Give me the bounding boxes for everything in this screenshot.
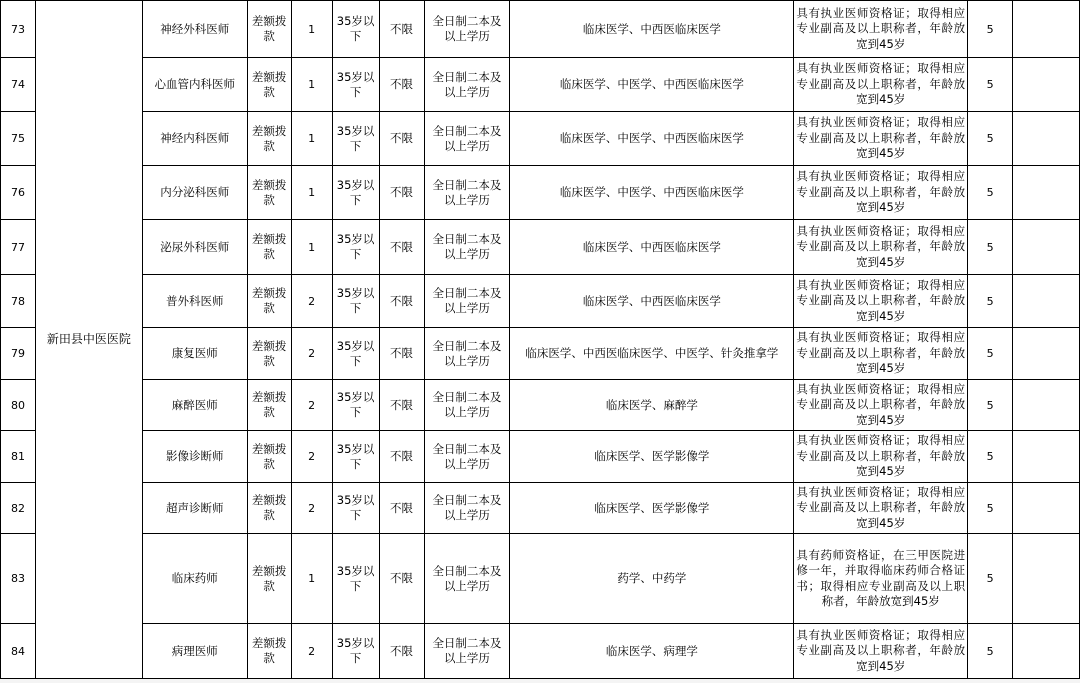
funding-type: 差额拨款 <box>247 112 291 166</box>
remark <box>1013 328 1080 380</box>
table-row <box>1 624 1080 679</box>
row-number: 82 <box>1 483 36 534</box>
position-name: 内分泌科医师 <box>142 166 247 220</box>
position-name: 神经外科医师 <box>142 1 247 58</box>
remark <box>1013 1 1080 58</box>
headcount: 1 <box>291 220 332 275</box>
row-number: 75 <box>1 112 36 166</box>
headcount: 1 <box>291 58 332 112</box>
gender-limit: 不限 <box>379 1 424 58</box>
exam-ratio: 5 <box>968 328 1013 380</box>
funding-type: 差额拨款 <box>247 380 291 431</box>
other-requirement: 具有执业医师资格证；取得相应专业副高及以上职称者，年龄放宽到45岁 <box>794 624 968 679</box>
position-name: 病理医师 <box>142 624 247 679</box>
education-requirement: 全日制二本及以上学历 <box>424 275 510 328</box>
headcount: 1 <box>291 166 332 220</box>
table-row <box>1 483 1080 534</box>
position-name: 麻醉医师 <box>142 380 247 431</box>
row-number: 84 <box>1 624 36 679</box>
age-limit: 35岁以下 <box>332 431 379 483</box>
other-requirement: 具有执业医师资格证；取得相应专业副高及以上职称者，年龄放宽到45岁 <box>794 1 968 58</box>
major-requirement: 药学、中药学 <box>510 534 794 624</box>
headcount: 2 <box>291 380 332 431</box>
position-name: 临床药师 <box>142 534 247 624</box>
funding-type: 差额拨款 <box>247 534 291 624</box>
funding-type: 差额拨款 <box>247 220 291 275</box>
remark <box>1013 431 1080 483</box>
table-row <box>1 166 1080 220</box>
exam-ratio: 5 <box>968 112 1013 166</box>
headcount: 2 <box>291 483 332 534</box>
major-requirement: 临床医学、中医学、中西医临床医学 <box>510 166 794 220</box>
education-requirement: 全日制二本及以上学历 <box>424 1 510 58</box>
other-requirement: 具有药师资格证，在三甲医院进修一年，并取得临床药师合格证书；取得相应专业副高及以上职称者，年龄放宽到45岁 <box>794 534 968 624</box>
education-requirement: 全日制二本及以上学历 <box>424 328 510 380</box>
education-requirement: 全日制二本及以上学历 <box>424 483 510 534</box>
table-row <box>1 220 1080 275</box>
position-name: 心血管内科医师 <box>142 58 247 112</box>
education-requirement: 全日制二本及以上学历 <box>424 380 510 431</box>
table-row <box>1 534 1080 624</box>
position-name: 康复医师 <box>142 328 247 380</box>
exam-ratio: 5 <box>968 624 1013 679</box>
age-limit: 35岁以下 <box>332 624 379 679</box>
remark <box>1013 275 1080 328</box>
education-requirement: 全日制二本及以上学历 <box>424 534 510 624</box>
education-requirement: 全日制二本及以上学历 <box>424 166 510 220</box>
major-requirement: 临床医学、中西医临床医学 <box>510 1 794 58</box>
exam-ratio: 5 <box>968 431 1013 483</box>
table-row <box>1 1 1080 58</box>
gender-limit: 不限 <box>379 380 424 431</box>
gender-limit: 不限 <box>379 275 424 328</box>
exam-ratio: 5 <box>968 58 1013 112</box>
headcount: 1 <box>291 1 332 58</box>
remark <box>1013 380 1080 431</box>
exam-ratio: 5 <box>968 220 1013 275</box>
funding-type: 差额拨款 <box>247 1 291 58</box>
position-name: 神经内科医师 <box>142 112 247 166</box>
funding-type: 差额拨款 <box>247 431 291 483</box>
funding-type: 差额拨款 <box>247 275 291 328</box>
education-requirement: 全日制二本及以上学历 <box>424 431 510 483</box>
headcount: 2 <box>291 328 332 380</box>
other-requirement: 具有执业医师资格证；取得相应专业副高及以上职称者，年龄放宽到45岁 <box>794 275 968 328</box>
gender-limit: 不限 <box>379 624 424 679</box>
gender-limit: 不限 <box>379 220 424 275</box>
major-requirement: 临床医学、麻醉学 <box>510 380 794 431</box>
age-limit: 35岁以下 <box>332 112 379 166</box>
age-limit: 35岁以下 <box>332 220 379 275</box>
position-name: 超声诊断师 <box>142 483 247 534</box>
position-name: 泌尿外科医师 <box>142 220 247 275</box>
other-requirement: 具有执业医师资格证；取得相应专业副高及以上职称者，年龄放宽到45岁 <box>794 112 968 166</box>
other-requirement: 具有执业医师资格证；取得相应专业副高及以上职称者，年龄放宽到45岁 <box>794 58 968 112</box>
row-number: 83 <box>1 534 36 624</box>
headcount: 2 <box>291 431 332 483</box>
education-requirement: 全日制二本及以上学历 <box>424 112 510 166</box>
unit-name: 新田县中医医院 <box>35 1 142 679</box>
remark <box>1013 483 1080 534</box>
gender-limit: 不限 <box>379 166 424 220</box>
funding-type: 差额拨款 <box>247 483 291 534</box>
position-name: 普外科医师 <box>142 275 247 328</box>
remark <box>1013 166 1080 220</box>
major-requirement: 临床医学、中医学、中西医临床医学 <box>510 58 794 112</box>
table-row <box>1 275 1080 328</box>
major-requirement: 临床医学、中西医临床医学、中医学、针灸推拿学 <box>510 328 794 380</box>
exam-ratio: 5 <box>968 483 1013 534</box>
table-body <box>1 1 1080 679</box>
remark <box>1013 534 1080 624</box>
age-limit: 35岁以下 <box>332 1 379 58</box>
row-number: 76 <box>1 166 36 220</box>
table-row <box>1 112 1080 166</box>
headcount: 2 <box>291 275 332 328</box>
row-number: 79 <box>1 328 36 380</box>
major-requirement: 临床医学、中医学、中西医临床医学 <box>510 112 794 166</box>
age-limit: 35岁以下 <box>332 483 379 534</box>
other-requirement: 具有执业医师资格证；取得相应专业副高及以上职称者，年龄放宽到45岁 <box>794 166 968 220</box>
row-number: 73 <box>1 1 36 58</box>
exam-ratio: 5 <box>968 1 1013 58</box>
headcount: 1 <box>291 112 332 166</box>
age-limit: 35岁以下 <box>332 275 379 328</box>
other-requirement: 具有执业医师资格证；取得相应专业副高及以上职称者，年龄放宽到45岁 <box>794 380 968 431</box>
position-name: 影像诊断师 <box>142 431 247 483</box>
education-requirement: 全日制二本及以上学历 <box>424 220 510 275</box>
headcount: 2 <box>291 624 332 679</box>
remark <box>1013 220 1080 275</box>
table-row <box>1 431 1080 483</box>
table-bottom-edge <box>0 678 1080 683</box>
row-number: 77 <box>1 220 36 275</box>
exam-ratio: 5 <box>968 275 1013 328</box>
major-requirement: 临床医学、医学影像学 <box>510 431 794 483</box>
age-limit: 35岁以下 <box>332 328 379 380</box>
gender-limit: 不限 <box>379 58 424 112</box>
table-row <box>1 328 1080 380</box>
education-requirement: 全日制二本及以上学历 <box>424 624 510 679</box>
major-requirement: 临床医学、中西医临床医学 <box>510 275 794 328</box>
age-limit: 35岁以下 <box>332 58 379 112</box>
gender-limit: 不限 <box>379 483 424 534</box>
education-requirement: 全日制二本及以上学历 <box>424 58 510 112</box>
other-requirement: 具有执业医师资格证；取得相应专业副高及以上职称者，年龄放宽到45岁 <box>794 431 968 483</box>
remark <box>1013 624 1080 679</box>
gender-limit: 不限 <box>379 534 424 624</box>
exam-ratio: 5 <box>968 166 1013 220</box>
exam-ratio: 5 <box>968 380 1013 431</box>
other-requirement: 具有执业医师资格证；取得相应专业副高及以上职称者，年龄放宽到45岁 <box>794 483 968 534</box>
table-row <box>1 380 1080 431</box>
major-requirement: 临床医学、中西医临床医学 <box>510 220 794 275</box>
funding-type: 差额拨款 <box>247 328 291 380</box>
row-number: 78 <box>1 275 36 328</box>
remark <box>1013 112 1080 166</box>
headcount: 1 <box>291 534 332 624</box>
funding-type: 差额拨款 <box>247 166 291 220</box>
funding-type: 差额拨款 <box>247 58 291 112</box>
major-requirement: 临床医学、病理学 <box>510 624 794 679</box>
gender-limit: 不限 <box>379 431 424 483</box>
age-limit: 35岁以下 <box>332 534 379 624</box>
row-number: 81 <box>1 431 36 483</box>
age-limit: 35岁以下 <box>332 166 379 220</box>
age-limit: 35岁以下 <box>332 380 379 431</box>
other-requirement: 具有执业医师资格证；取得相应专业副高及以上职称者，年龄放宽到45岁 <box>794 328 968 380</box>
major-requirement: 临床医学、医学影像学 <box>510 483 794 534</box>
gender-limit: 不限 <box>379 112 424 166</box>
exam-ratio: 5 <box>968 534 1013 624</box>
row-number: 80 <box>1 380 36 431</box>
other-requirement: 具有执业医师资格证；取得相应专业副高及以上职称者，年龄放宽到45岁 <box>794 220 968 275</box>
remark <box>1013 58 1080 112</box>
table-row <box>1 58 1080 112</box>
funding-type: 差额拨款 <box>247 624 291 679</box>
row-number: 74 <box>1 58 36 112</box>
gender-limit: 不限 <box>379 328 424 380</box>
